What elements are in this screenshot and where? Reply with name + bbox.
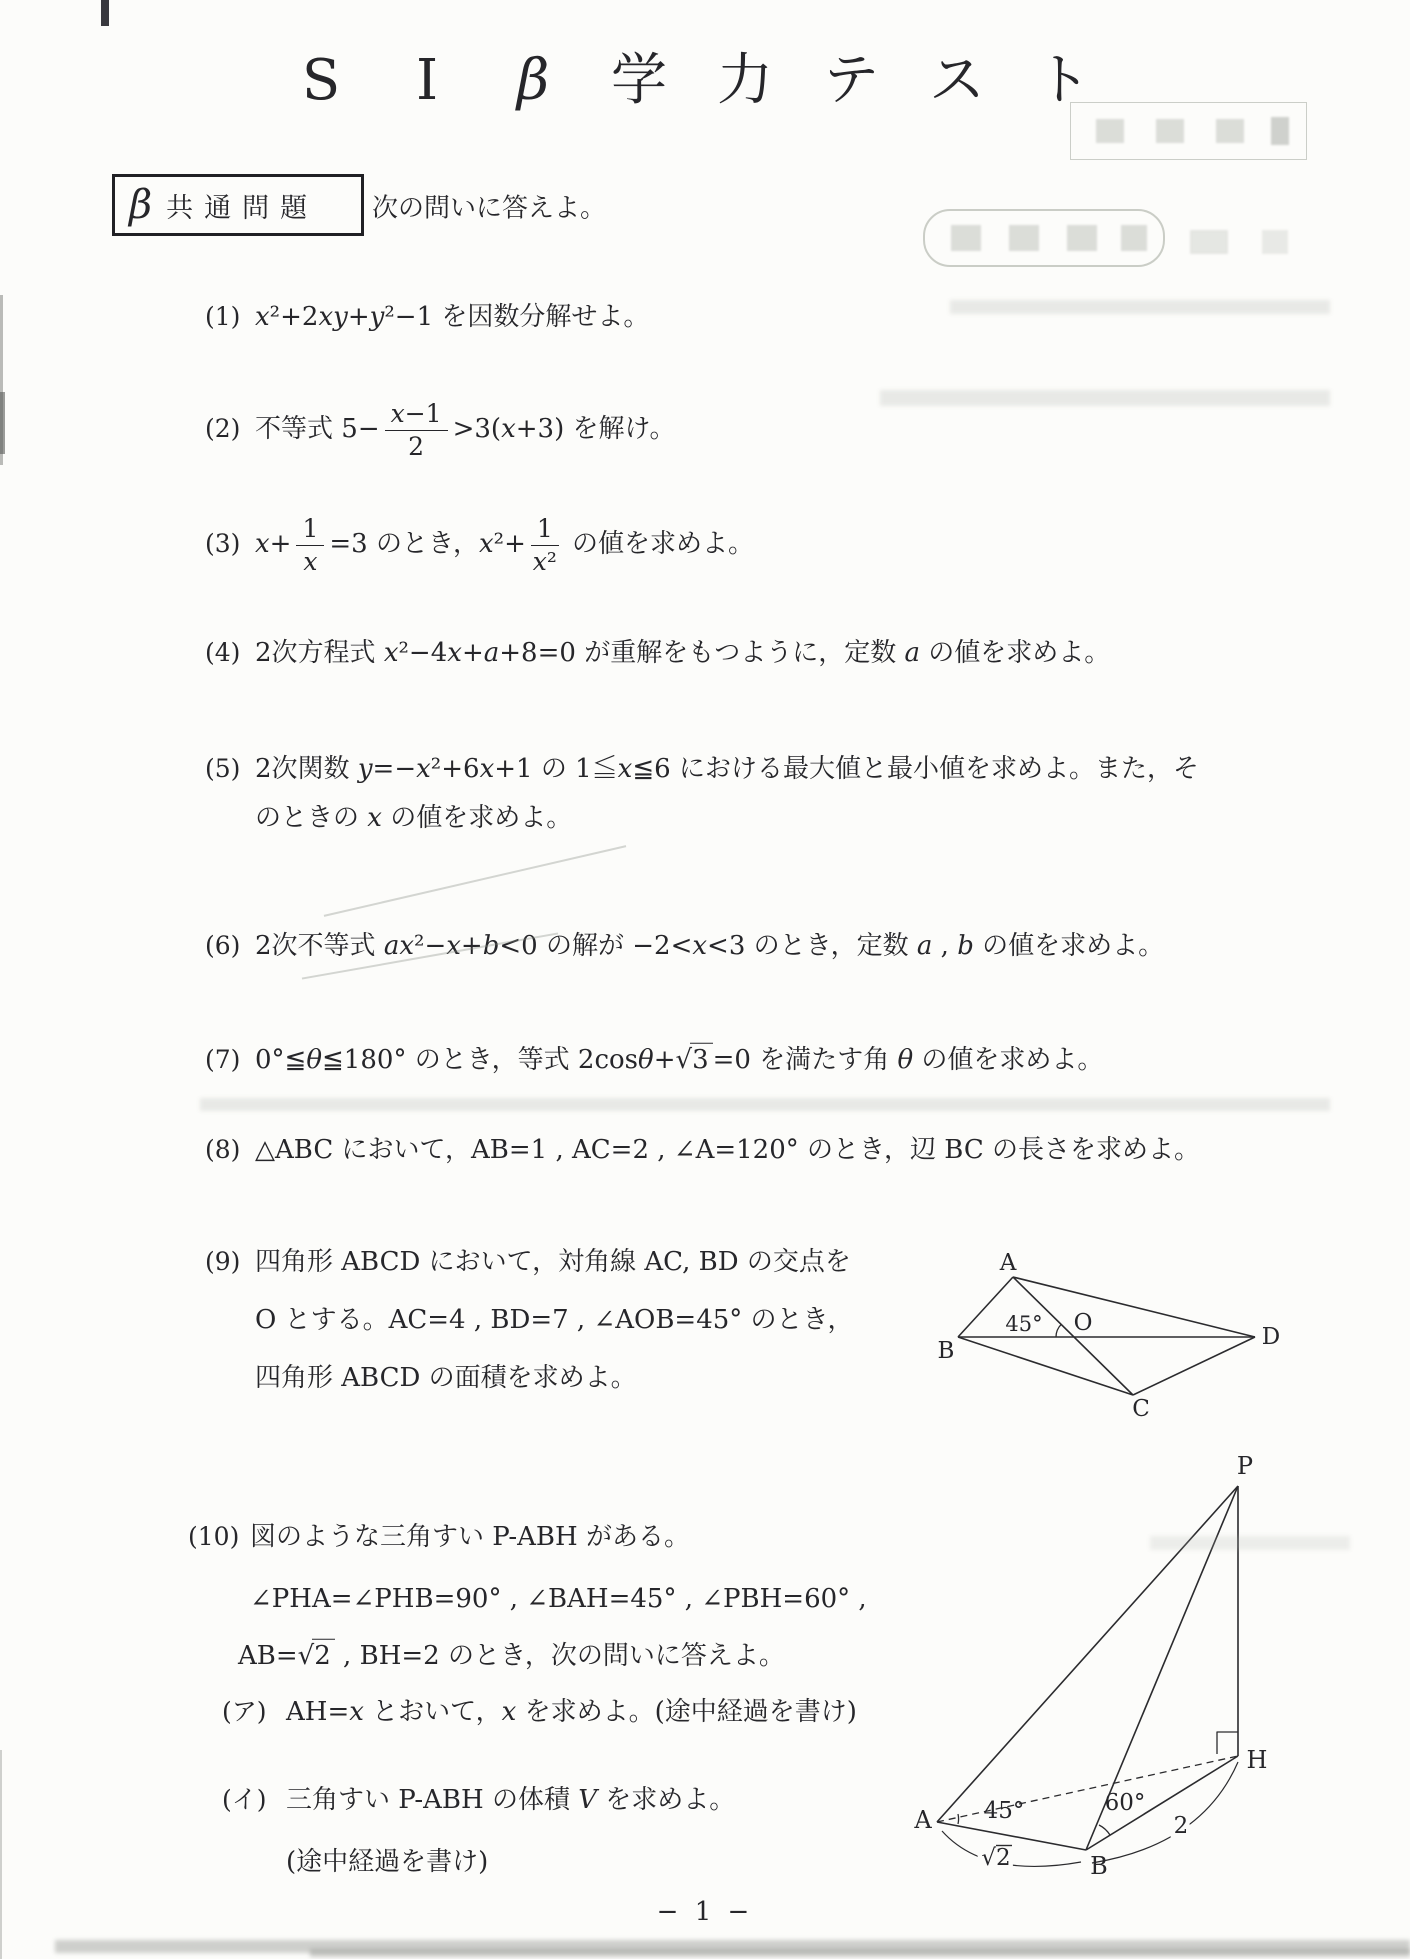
math-text: 5−	[341, 414, 380, 444]
text: ∠PHA=∠PHB=90° , ∠BAH=45° , ∠PBH=60° ,	[250, 1583, 867, 1614]
math-text: V	[578, 1784, 597, 1815]
fig10-vertex-label-h: H	[1246, 1746, 1268, 1774]
text: (途中経過を書け)	[286, 1846, 489, 1877]
problem-number: (7)	[205, 1044, 241, 1074]
fig10-vertex-label-p: P	[1236, 1452, 1254, 1480]
square-root: √3	[675, 1043, 712, 1075]
page-number: − 1 −	[656, 1897, 754, 1927]
math-text: x	[349, 1696, 364, 1727]
problem-line-14	[250, 1583, 867, 1616]
math-text: x²	[532, 546, 557, 576]
fig9-edge-ad	[1013, 1277, 1255, 1337]
text: のとき，等式 2cos	[406, 1044, 639, 1075]
fraction	[385, 400, 448, 460]
math-text: −2<x<3	[632, 930, 746, 961]
fig10-angle-label-b: 60°	[1104, 1790, 1146, 1816]
problem-line-1	[205, 301, 649, 334]
math-text: x²+	[478, 529, 526, 559]
math-text: 1	[531, 515, 559, 546]
math-text: x²+2xy+y²−1	[255, 301, 434, 332]
text: の値を求めよ。	[381, 802, 573, 833]
text: , BH=2 のとき，次の問いに答えよ。	[334, 1640, 785, 1671]
page-title	[268, 50, 1116, 112]
text: とおいて，	[363, 1696, 502, 1727]
problem-line-17	[222, 1784, 735, 1817]
problem-number: (10)	[188, 1521, 240, 1551]
title-char: S	[301, 48, 341, 113]
math-text: x+	[255, 529, 292, 559]
scan-bottom-shadow	[310, 1949, 1410, 1957]
bleedthrough-smear	[950, 300, 1330, 314]
text: の値を求めよ。	[973, 930, 1165, 961]
math-text: ax²−x+b<0	[383, 930, 538, 961]
bleedthrough-streak	[324, 845, 627, 917]
text: の値を求めよ。	[919, 637, 1111, 668]
fraction	[531, 515, 559, 575]
section-header-box	[112, 174, 364, 236]
scan-edge-mark	[101, 0, 109, 26]
text: 2次不等式	[255, 930, 384, 961]
math-text: x−1	[385, 400, 448, 431]
math-text: θ	[897, 1044, 914, 1075]
title-char: ト	[1035, 48, 1091, 113]
text: 2次関数	[255, 753, 358, 784]
fig9-vertex-label-b: B	[937, 1338, 955, 1364]
problem-line-8	[205, 1044, 1103, 1077]
text: AH=	[286, 1696, 350, 1727]
title-char: テ	[823, 48, 879, 113]
math-text: a	[904, 637, 920, 668]
fig10-angle-label-a: 45°	[983, 1798, 1025, 1824]
figure-tetrahedron-pabh	[900, 1452, 1320, 1912]
text: 不等式	[255, 414, 342, 444]
fraction	[296, 515, 324, 575]
problem-number: (1)	[205, 301, 241, 331]
text: を求めよ。(途中経過を書け)	[516, 1696, 857, 1727]
problem-number: (イ)	[222, 1784, 267, 1814]
bleedthrough-smear	[200, 1098, 1330, 1111]
problem-number: (ア)	[222, 1696, 267, 1726]
problem-line-4	[205, 637, 1110, 670]
text: を求めよ。	[597, 1784, 736, 1815]
text: が重解をもつように，定数	[575, 637, 905, 668]
math-text: x	[501, 1696, 517, 1727]
text: のとき，	[367, 529, 479, 559]
math-text: 1≦x≦6	[575, 753, 671, 784]
problem-line-18	[286, 1846, 488, 1879]
text: 図のような三角すい P-ABH がある。	[250, 1521, 690, 1552]
math-text: 1	[296, 515, 324, 546]
bleedthrough-mark	[1190, 230, 1228, 254]
fig10-right-angle-mark	[1217, 1732, 1238, 1754]
math-text: 2	[408, 431, 425, 461]
fig9-edge-bc	[958, 1337, 1133, 1395]
fig10-vertex-label-b: B	[1090, 1852, 1108, 1880]
text: の解が	[537, 930, 633, 961]
text: △ABC において，AB=1 , AC=2 , ∠A=120° のとき，辺 BC の長さを求めよ。	[255, 1134, 1201, 1165]
math-text: y=−x²+6x+1	[357, 753, 533, 784]
text: のときの	[255, 802, 368, 833]
problem-line-9	[205, 1134, 1200, 1167]
fig10-angle-arc-a	[958, 1814, 959, 1824]
fig10-length-label-bh: 2	[1173, 1813, 1189, 1839]
math-text: 3	[690, 1043, 713, 1075]
problem-line-3	[205, 515, 754, 575]
problem-number: (2)	[205, 414, 241, 443]
text: における最大値と最小値を求めよ。また，そ	[670, 753, 1199, 784]
title-char: 力	[717, 48, 773, 113]
scan-edge-line	[0, 295, 3, 465]
text: 三角すい P-ABH の体積	[286, 1784, 579, 1815]
problem-line-5	[205, 753, 1199, 786]
square-root: √2	[298, 1639, 335, 1671]
fig10-edge-ah-dashed	[937, 1756, 1238, 1822]
text: の	[532, 753, 576, 784]
math-text: 2	[312, 1639, 335, 1671]
bleedthrough-mark	[1262, 230, 1288, 254]
problem-line-7	[205, 930, 1164, 963]
problem-line-15	[238, 1640, 785, 1673]
math-text: =3	[329, 529, 368, 559]
bleedthrough-stamp	[923, 209, 1165, 267]
text: O とする。AC=4 , BD=7 , ∠AOB=45° のとき，	[255, 1304, 854, 1335]
problem-line-16	[222, 1696, 857, 1729]
text: の値を求めよ。	[913, 1044, 1104, 1075]
title-char: I	[415, 48, 439, 113]
title-char: 学	[611, 48, 667, 113]
fig10-angle-arc-b	[1099, 1825, 1110, 1835]
fig9-angle-label: 45°	[1005, 1312, 1043, 1336]
text: のとき，定数	[745, 930, 917, 961]
scan-edge-line	[0, 1750, 2, 1959]
problem-line-10	[205, 1246, 851, 1279]
fig9-vertex-label-a: A	[999, 1250, 1017, 1276]
problem-number: (9)	[205, 1246, 241, 1276]
title-char: β	[516, 48, 550, 113]
fig9-vertex-label-c: C	[1132, 1396, 1150, 1422]
section-beta-symbol: β	[129, 182, 153, 228]
fig10-length-label-ab: √2	[981, 1845, 1011, 1871]
bleedthrough-smear	[880, 390, 1330, 406]
fig9-angle-arc	[1056, 1324, 1061, 1337]
math-text: a , b	[916, 930, 974, 961]
math-text: 0°≦θ≦180°	[255, 1044, 407, 1075]
title-char: ス	[929, 48, 985, 113]
text: を因数分解せよ。	[433, 301, 650, 332]
math-text: θ+	[638, 1044, 676, 1075]
fig9-diagonal-ac	[1013, 1277, 1133, 1395]
math-text: =0	[712, 1044, 751, 1075]
problem-number: (4)	[205, 637, 241, 667]
fig9-edge-cd	[1133, 1337, 1255, 1395]
text: 四角形 ABCD において，対角線 AC, BD の交点を	[255, 1246, 851, 1277]
problem-number: (8)	[205, 1134, 241, 1164]
text: 四角形 ABCD の面積を求めよ。	[255, 1362, 637, 1393]
problem-line-12	[255, 1362, 637, 1395]
section-label: 共通問題	[166, 192, 319, 224]
scan-edge-line	[0, 392, 5, 454]
problem-number: (5)	[205, 753, 241, 783]
math-text: x	[367, 802, 382, 833]
fig9-vertex-label-d: D	[1261, 1324, 1281, 1350]
text: 2次方程式	[255, 637, 384, 668]
math-text: x	[303, 546, 318, 576]
figure-quadrilateral-abcd	[930, 1240, 1320, 1425]
section-instruction: 次の問いに答えよ。	[372, 193, 607, 224]
text: AB=	[238, 1640, 298, 1671]
problem-line-6	[255, 802, 572, 835]
text: を解け。	[564, 414, 676, 444]
problem-line-13	[188, 1521, 690, 1554]
problem-line-2	[205, 400, 675, 460]
problem-number: (6)	[205, 930, 241, 960]
text: の値を求めよ。	[563, 529, 755, 559]
fig10-vertex-label-a: A	[914, 1806, 932, 1834]
problem-number: (3)	[205, 529, 241, 558]
fig9-point-label-o: O	[1073, 1310, 1093, 1336]
text: を満たす角	[750, 1044, 898, 1075]
scan-bottom-shadow	[55, 1940, 1410, 1953]
problem-line-11	[255, 1304, 854, 1337]
fig10-edge-pa	[937, 1486, 1238, 1822]
math-text: >3(x+3)	[452, 414, 565, 444]
math-text: x²−4x+a+8=0	[383, 637, 576, 668]
